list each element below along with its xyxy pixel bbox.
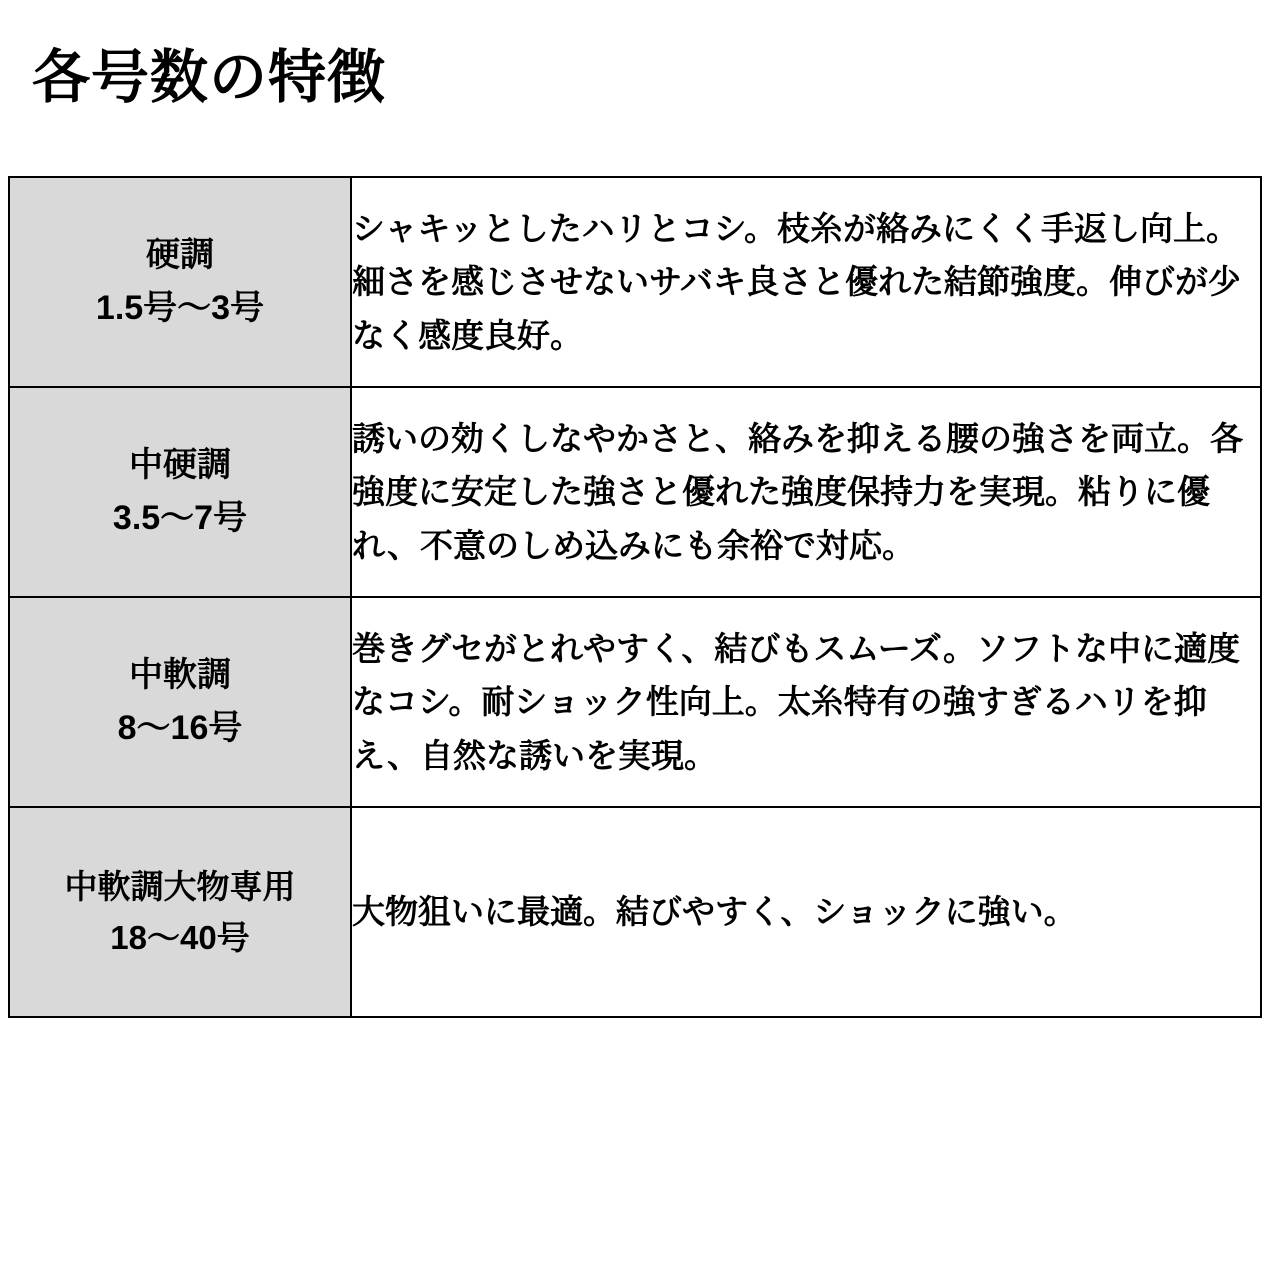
grade-size: 1.5号〜3号 bbox=[95, 289, 265, 327]
table-row bbox=[9, 597, 1261, 807]
grade-cell bbox=[9, 387, 351, 597]
page-title: 各号数の特徴 bbox=[32, 45, 387, 110]
grade-name: 硬調 bbox=[146, 236, 214, 275]
grade-size: 3.5〜7号 bbox=[112, 499, 248, 537]
grade-cell bbox=[9, 177, 351, 387]
grade-description: 誘いの効くしなやかさと、絡みを抑える腰の強さを両立。各強度に安定した強さと優れた強度保持力を実現。粘りに優れ、不意のしめ込みにも余裕で対応。 bbox=[351, 387, 1261, 597]
grade-name: 中軟調 bbox=[129, 656, 231, 695]
grade-cell bbox=[9, 807, 351, 1017]
table-row bbox=[9, 177, 1261, 387]
line-grade-spec-table bbox=[8, 176, 1262, 1018]
grade-description: シャキッとしたハリとコシ。枝糸が絡みにくく手返し向上。細さを感じさせないサバキ良さと優れた結節強度。伸びが少なく感度良好。 bbox=[351, 177, 1261, 387]
table-row bbox=[9, 387, 1261, 597]
grade-size: 18〜40号 bbox=[110, 919, 250, 956]
grade-cell bbox=[9, 597, 351, 807]
grade-name: 中軟調大物専用 bbox=[64, 867, 296, 905]
grade-description: 大物狙いに最適。結びやすく、ショックに強い。 bbox=[351, 807, 1261, 1017]
grade-name: 中硬調 bbox=[129, 446, 231, 485]
grade-description: 巻きグセがとれやすく、結びもスムーズ。ソフトな中に適度なコシ。耐ショック性向上。太糸特有の強すぎるハリを抑え、自然な誘いを実現。 bbox=[351, 597, 1261, 807]
table-row bbox=[9, 807, 1261, 1017]
grade-size: 8〜16号 bbox=[117, 709, 243, 747]
